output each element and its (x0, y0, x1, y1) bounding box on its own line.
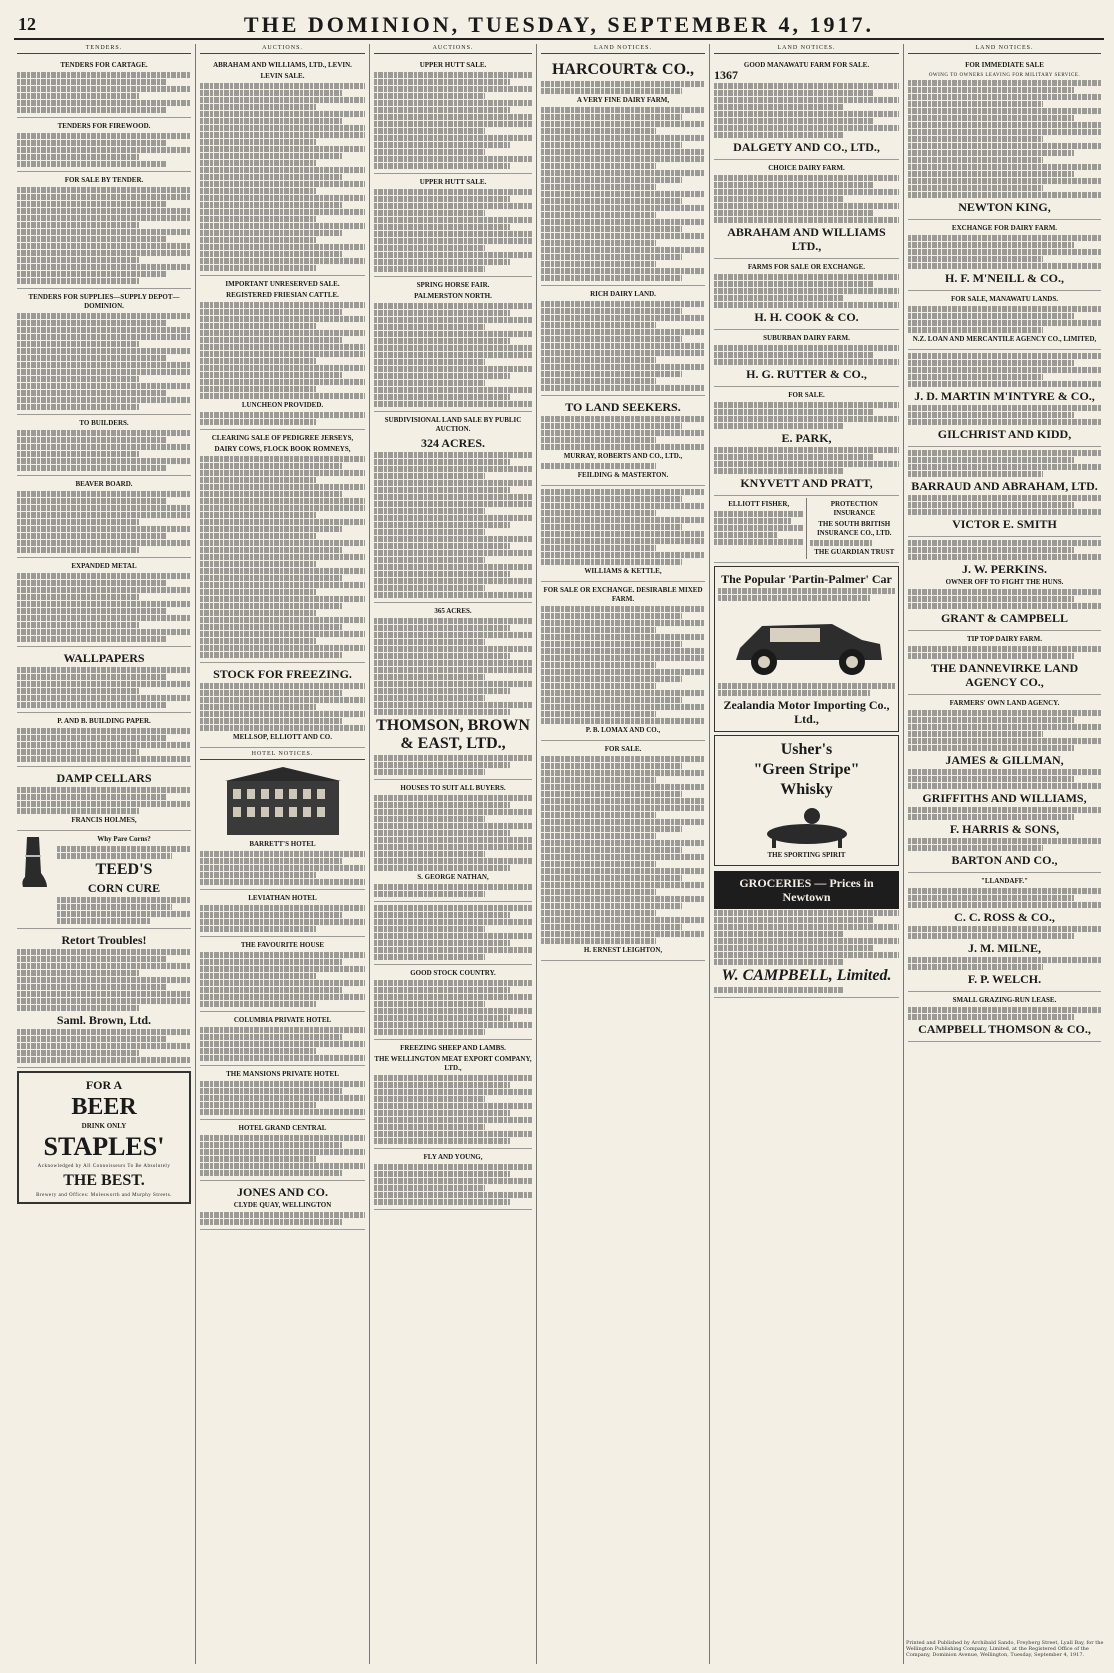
ad-block (908, 350, 1101, 447)
masthead-title: THE DOMINION, TUESDAY, SEPTEMBER 4, 1917. (243, 12, 875, 37)
column-rule (536, 44, 537, 1664)
ad-block (200, 430, 365, 663)
ad-heading: ABRAHAM AND WILLIAMS, LTD., LEVIN. (213, 61, 352, 69)
column-auctions-2 (371, 44, 535, 1664)
foot-illustration (17, 833, 53, 893)
ad-block (908, 291, 1101, 350)
car-illustration (722, 604, 892, 680)
ad-block (541, 286, 705, 396)
ad-heading: SMALL GRAZING-RUN LEASE. (952, 996, 1057, 1004)
ad-text: Acknowledged by All Connoisseurs To Be Absolutely (37, 1164, 171, 1169)
ad-heading: 365 ACRES. (434, 607, 472, 615)
ad-heading: SUBURBAN DAIRY FARM. (763, 334, 850, 342)
ad-heading: SPRING HORSE FAIR. (416, 281, 490, 289)
ad-heading: BARTON AND CO., (951, 853, 1058, 867)
ad-heading: JAMES & GILLMAN, (945, 753, 1064, 767)
ad-block (17, 415, 191, 476)
ad-heading: GRANT & CAMPBELL (940, 611, 1069, 625)
ad-heading: FOR A (85, 1078, 123, 1092)
ad-block (17, 929, 191, 1068)
ad-block (908, 220, 1101, 291)
ad-heading: FOR SALE OR EXCHANGE. DESIRABLE MIXED FARM. (543, 586, 703, 603)
ad-heading: F. P. WELCH. (967, 972, 1042, 986)
ad-heading: THE SOUTH BRITISH INSURANCE CO., LTD. (816, 520, 892, 537)
ad-heading: DAIRY COWS, FLOCK BOOK ROMNEYS, (214, 445, 351, 453)
column-land-notices-2 (711, 44, 902, 1664)
ad-heading: The Popular 'Partin-Palmer' Car (721, 572, 892, 586)
ad-heading: FLY AND YOUNG, (423, 1153, 483, 1161)
ad-heading: REGISTERED FRIESIAN CATTLE. (226, 291, 339, 299)
ad-heading: COLUMBIA PRIVATE HOTEL (233, 1016, 332, 1024)
ad-block (908, 873, 1101, 992)
ad-block (714, 57, 899, 160)
ad-heading: FOR SALE BY TENDER. (64, 176, 144, 184)
ad-block (17, 476, 191, 558)
ad-heading: Whisky (780, 781, 833, 798)
ad-heading: MELLSOP, ELLIOTT AND CO. (232, 733, 332, 741)
ad-heading: DRINK ONLY (81, 1122, 127, 1130)
ad-block (714, 160, 899, 259)
ad-heading: VICTOR E. SMITH (952, 517, 1057, 531)
ad-heading: P. AND B. BUILDING PAPER. (57, 717, 151, 725)
ad-heading: NEWTON KING, (958, 200, 1051, 214)
ad-heading: H. ERNEST LEIGHTON, (583, 946, 663, 954)
ad-block (200, 57, 365, 276)
ad-block (200, 1066, 365, 1120)
ad-heading: GILCHRIST AND KIDD, (937, 427, 1072, 441)
ad-heading: 324 ACRES. (420, 436, 485, 450)
ad-heading: E. PARK, (781, 431, 832, 445)
ad-heading: CAMPBELL THOMSON & CO., (918, 1022, 1091, 1036)
ad-block (908, 447, 1101, 537)
ad-block (541, 582, 705, 741)
ad-block (908, 695, 1101, 873)
ad-block (17, 57, 191, 118)
ad-heading: Usher's (780, 741, 833, 758)
ad-block (714, 387, 899, 496)
ad-heading: HOTEL GRAND CENTRAL (238, 1124, 327, 1132)
ad-heading: JONES AND CO. (236, 1185, 328, 1199)
ad-block (200, 890, 365, 937)
ad-heading: LEVIN SALE. (260, 72, 305, 80)
ad-heading: BEAVER BOARD. (75, 480, 133, 488)
ad-heading: J. M. MILNE, (968, 941, 1041, 955)
ad-heading: P. B. LOMAX AND CO., (585, 726, 661, 734)
ad-block (374, 780, 532, 902)
ad-heading: OWNER OFF TO FIGHT THE HUNS. (945, 578, 1064, 586)
ad-heading: H. H. COOK & CO. (754, 310, 859, 324)
column-heading: AUCTIONS. (200, 44, 365, 54)
ad-heading: FOR SALE. (788, 391, 825, 399)
column-heading: LAND NOTICES. (541, 44, 705, 54)
ad-heading: ABRAHAM AND WILLIAMS LTD., (727, 225, 886, 253)
column-land-notices-1 (538, 44, 708, 1664)
ad-heading: STAPLES' (43, 1132, 165, 1161)
ad-heading: RICH DAIRY LAND. (590, 290, 656, 298)
ad-heading: H. F. M'NEILL & CO., (945, 271, 1064, 285)
ad-block (374, 174, 532, 277)
ad-heading: GROCERIES — Prices in Newtown (739, 876, 874, 904)
ad-block (17, 647, 191, 713)
ad-block (374, 902, 532, 965)
ad-heading: BARRAUD AND ABRAHAM, LTD. (911, 479, 1098, 493)
ad-block (200, 937, 365, 1012)
ad-block (200, 1120, 365, 1181)
ad-text: Brewery and Offices: Molesworth and Murphy Streets. (36, 1193, 172, 1198)
ad-heading: THE DANNEVIRKE LAND AGENCY CO., (930, 661, 1079, 689)
ad-heading: TEED'S (95, 861, 153, 878)
ad-heading: BEER (71, 1094, 137, 1120)
ad-heading: THE MANSIONS PRIVATE HOTEL (226, 1070, 339, 1078)
ad-heading: STOCK FOR FREEZING. (213, 667, 352, 681)
column-rule (195, 44, 196, 1664)
ad-heading: J. W. PERKINS. (961, 562, 1048, 576)
ad-heading: TIP TOP DAIRY FARM. (967, 635, 1042, 643)
ad-heading: KNYVETT AND PRATT, (740, 476, 873, 490)
ad-block (374, 412, 532, 603)
ad-block (17, 558, 191, 647)
ad-block (200, 1012, 365, 1066)
column-rule (709, 44, 710, 1664)
ad-block (374, 277, 532, 412)
column-land-notices-3 (905, 44, 1104, 1664)
ad-heading: PROTECTION INSURANCE (830, 500, 878, 517)
ad-heading: MURRAY, ROBERTS AND CO., LTD., (563, 452, 683, 460)
ad-block (908, 631, 1101, 695)
ad-heading: IMPORTANT UNRESERVED SALE. (225, 280, 340, 288)
ad-block (541, 741, 705, 961)
ad-block (17, 172, 191, 289)
ad-heading: Retort Troubles! (61, 933, 147, 947)
ad-heading: THOMSON, BROWN & EAST, LTD., (376, 717, 530, 752)
ad-heading: FARMERS' OWN LAND AGENCY. (949, 699, 1060, 707)
ad-heading: FARMS FOR SALE OR EXCHANGE. (747, 263, 866, 271)
ad-heading: N.Z. LOAN AND MERCANTILE AGENCY CO., LIMITED, (912, 335, 1097, 343)
ad-block (541, 396, 705, 486)
ad-heading: "LLANDAFF." (981, 877, 1028, 885)
ad-heading: W. CAMPBELL, Limited. (721, 967, 892, 984)
ad-heading: THE GUARDIAN TRUST (814, 548, 895, 556)
ad-heading: TENDERS FOR SUPPLIES—SUPPLY DEPOT—DOMINION. (28, 293, 180, 310)
whisky-ad (714, 735, 899, 866)
ad-heading: DAMP CELLARS (56, 771, 152, 785)
ad-heading: TENDERS FOR CARTAGE. (60, 61, 148, 69)
ad-block (374, 603, 532, 780)
ad-block (374, 57, 532, 174)
masthead (14, 10, 1104, 40)
ad-heading: C. C. ROSS & CO., (954, 910, 1055, 924)
ad-heading: FRANCIS HOLMES, (71, 816, 137, 824)
ad-block (17, 713, 191, 767)
ad-heading: GRIFFITHS AND WILLIAMS, (922, 791, 1087, 805)
column-heading: LAND NOTICES. (908, 44, 1101, 54)
ad-heading: SUBDIVISIONAL LAND SALE BY PUBLIC AUCTION. (384, 416, 522, 433)
ad-heading: DALGETY AND CO., LTD., (733, 140, 880, 154)
teeds-corn-cure-ad (17, 831, 191, 929)
jockey-illustration (752, 802, 862, 848)
column-heading: LAND NOTICES. (714, 44, 899, 54)
ad-heading: ELLIOTT FISHER, (728, 500, 790, 508)
ad-heading: CHOICE DAIRY FARM. (768, 164, 845, 172)
ad-heading: HOUSES TO SUIT ALL BUYERS. (400, 784, 506, 792)
ad-heading: PALMERSTON NORTH. (414, 292, 492, 300)
ad-text: OWING TO OWNERS LEAVING FOR MILITARY SERVICE. (928, 73, 1081, 78)
column-tenders (14, 44, 194, 1664)
ad-heading: WALLPAPERS (63, 651, 145, 665)
column-heading: AUCTIONS. (374, 44, 532, 54)
column-rule (369, 44, 370, 1664)
ad-block (374, 965, 532, 1040)
column-rule (903, 44, 904, 1664)
ad-block (200, 663, 365, 748)
ad-heading: EXPANDED METAL (71, 562, 137, 570)
ad-block (714, 259, 899, 330)
acreage-number: 1367 (714, 68, 738, 82)
hotel-notices (200, 748, 365, 890)
ad-heading: THE BEST. (63, 1172, 145, 1189)
staples-beer-ad (17, 1071, 191, 1204)
printer-imprint: Printed and Published by Archibald Sando, Freyberg Street, Lyall Bay, for the Wellington Publishing Company, Limited, at the Registered Office of the Company, Dominion Avenue, Wellington, Tuesday, September 4, 1917. (906, 1640, 1104, 1658)
ad-block (714, 330, 899, 387)
ad-heading: HARCOURT& CO., (551, 61, 695, 78)
ad-heading: J. D. MARTIN M'INTYRE & CO., (914, 389, 1095, 403)
ad-heading: Saml. Brown, Ltd. (56, 1013, 152, 1027)
ad-heading: THE SPORTING SPIRIT (767, 851, 846, 859)
ad-heading: Why Pare Corns? (97, 835, 151, 843)
ad-heading: WILLIAMS & KETTLE, (584, 567, 662, 575)
ad-heading: BARRETT'S HOTEL (249, 840, 316, 848)
ad-block (200, 1181, 365, 1230)
ad-heading: FREEZING SHEEP AND LAMBS. (400, 1044, 506, 1052)
ad-block (908, 992, 1101, 1042)
ad-block (17, 118, 191, 172)
column-heading: TENDERS. (17, 44, 191, 54)
ad-heading: A VERY FINE DAIRY FARM, (576, 96, 670, 104)
column-auctions-1 (197, 44, 368, 1664)
ad-block (17, 767, 191, 831)
ad-heading: "Green Stripe" (753, 761, 860, 778)
ad-heading: FOR SALE. (604, 745, 642, 753)
ad-heading: EXCHANGE FOR DAIRY FARM. (951, 224, 1058, 232)
ad-heading: GOOD STOCK COUNTRY. (410, 969, 496, 977)
ad-heading: CLYDE QUAY, WELLINGTON (233, 1201, 332, 1209)
ad-heading: THE WELLINGTON MEAT EXPORT COMPANY, LTD., (374, 1055, 532, 1072)
ad-heading: GOOD MANAWATU FARM FOR SALE. (743, 61, 870, 69)
ad-heading: FOR SALE, MANAWATU LANDS. (950, 295, 1059, 303)
ad-heading: FEILDING & MASTERTON. (577, 471, 669, 479)
ad-heading: LUNCHEON PROVIDED. (241, 401, 324, 409)
ad-heading: Zealandia Motor Importing Co., Ltd., (723, 698, 890, 726)
ad-heading: CLEARING SALE OF PEDIGREE JERSEYS, (211, 434, 354, 442)
groceries-ad (714, 869, 899, 998)
ad-block (541, 486, 705, 582)
ad-block (200, 276, 365, 430)
ad-block (541, 57, 705, 286)
ad-heading: CORN CURE (87, 881, 161, 895)
ad-block (17, 289, 191, 415)
ad-heading: S. GEORGE NATHAN, (417, 873, 489, 881)
ad-heading: UPPER HUTT SALE. (419, 61, 487, 69)
ad-heading: LEVIATHAN HOTEL (248, 894, 317, 902)
ad-heading: TO BUILDERS. (79, 419, 129, 427)
ad-heading: H. G. RUTTER & CO., (746, 367, 867, 381)
ad-block (908, 537, 1101, 631)
ad-block (908, 57, 1101, 220)
hotel-building-illustration (223, 763, 343, 837)
ad-heading: UPPER HUTT SALE. (419, 178, 487, 186)
section-heading: HOTEL NOTICES. (200, 750, 365, 760)
car-ad (714, 566, 899, 732)
ad-block (714, 496, 899, 563)
ad-heading: F. HARRIS & SONS, (949, 822, 1060, 836)
ad-heading: FOR IMMEDIATE SALE (965, 61, 1044, 69)
ad-heading: TO LAND SEEKERS. (565, 400, 681, 414)
ad-heading: THE FAVOURITE HOUSE (240, 941, 325, 949)
ad-block (374, 1040, 532, 1149)
ad-heading: TENDERS FOR FIREWOOD. (57, 122, 151, 130)
ad-block (374, 1149, 532, 1210)
page-number: 12 (18, 14, 36, 34)
